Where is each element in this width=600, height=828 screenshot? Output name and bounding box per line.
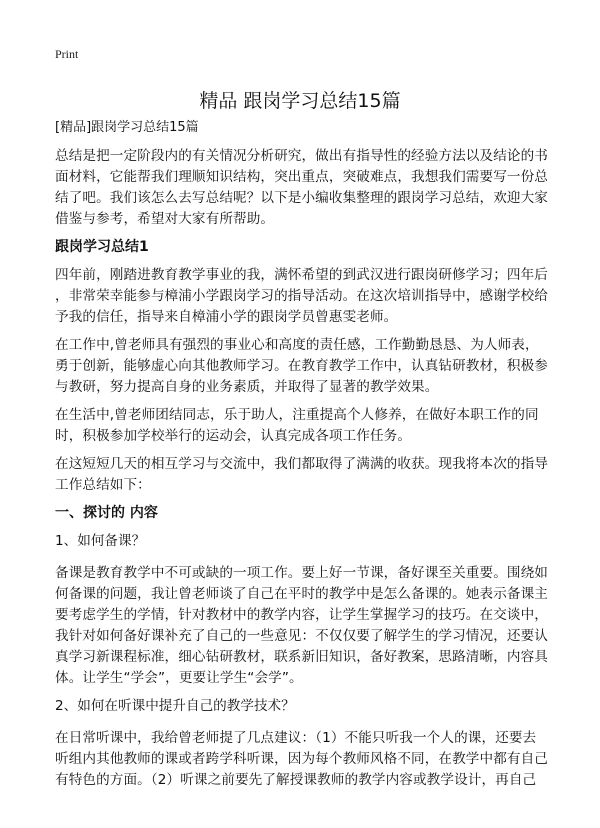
paragraph-line: 借鉴与参考，希望对大家有所帮助。 (55, 211, 275, 227)
paragraph (55, 265, 555, 328)
paragraph-line: 在这短短几天的相互学习与交流中，我们都取得了满满的收获。现我将本次的指导 (55, 456, 548, 472)
paragraph (55, 563, 555, 689)
paragraph-line: 时，积极参加学校举行的运动会，认真完成各项工作任务。 (55, 428, 412, 444)
paragraph-line: 有特色的方面。（2）听课之前要先了解授课教师的教学内容或教学设计，再自己 (55, 772, 537, 788)
paragraph (55, 335, 555, 398)
print-link[interactable]: Print (55, 47, 79, 61)
paragraph-line: 备课是教育教学中不可或缺的一项工作。要上好一节课，备好课至关重要。围绕如 (55, 565, 548, 581)
paragraph-line: 何备课的问题，我让曾老师谈了自己在平时的教学中是怎么备课的。她表示备课主 (55, 586, 548, 602)
paragraph-line: 予我的信任，指导来自樟浦小学的跟岗学员曾惠雯老师。 (55, 309, 398, 325)
paragraph (55, 454, 555, 496)
paragraph-line: 面材料，它能帮我们理顺知识结构，突出重点，突破难点，我想我们需要写一份总 (55, 169, 548, 185)
paragraph-line: 与教研，努力提高自身的业务素质，并取得了显著的教学效果。 (55, 379, 439, 395)
paragraph-line: 四年前，刚踏进教育教学事业的我，满怀希望的到武汉进行跟岗研修学习；四年后 (55, 267, 548, 283)
question-heading: 2、如何在听课中提升自己的教学技术？ (55, 698, 295, 714)
paragraph-line: 体。让学生“学会”，更要让学生“会学”。 (55, 670, 303, 686)
paragraph-line: 在生活中,曾老师团结同志，乐于助人，注重提高个人修养，在做好本职工作的同 (55, 407, 539, 423)
document-subtitle: [精品]跟岗学习总结15篇 (55, 120, 199, 135)
question-heading: 1、如何备课？ (55, 533, 146, 549)
paragraph-line: 结了吧。我们该怎么去写总结呢？以下是小编收集整理的跟岗学习总结，欢迎大家 (55, 190, 548, 206)
paragraph-line: 总结是把一定阶段内的有关情况分析研究，做出有指导性的经验方法以及结论的书 (55, 148, 548, 164)
paragraph (55, 728, 555, 791)
paragraph-line: 工作总结如下： (55, 477, 151, 493)
paragraph-line: 听组内其他教师的课或者跨学科听课，因为每个教师风格不同，在教学中都有自己 (55, 751, 548, 767)
paragraph (55, 146, 555, 230)
section-heading: 一、探讨的 内容 (55, 505, 158, 521)
paragraph-line: 要考虑学生的学情，针对教材中的教学内容，让学生掌握学习的技巧。在交谈中， (55, 607, 548, 623)
paragraph-line: 勇于创新，能够虚心向其他教师学习。在教育教学工作中，认真钻研教材，积极参 (55, 358, 548, 374)
paragraph-line: 真学习新课程标准，细心钻研教材，联系新旧知识，备好教案，思路清晰，内容具 (55, 649, 548, 665)
paragraph-line: 在日常听课中，我给曾老师提了几点建议：（1）不能只听我一个人的课，还要去 (55, 730, 537, 746)
section-heading: 跟岗学习总结1 (55, 239, 149, 255)
paragraph-line: 我针对如何备好课补充了自己的一些意见：不仅仅要了解学生的学习情况，还要认 (55, 628, 548, 644)
paragraph-line: 在工作中,曾老师具有强烈的事业心和高度的责任感，工作勤勤恳恳、为人师表， (55, 337, 539, 353)
paragraph-line: ，非常荣幸能参与樟浦小学跟岗学习的指导活动。在这次培训指导中，感谢学校给 (55, 288, 548, 304)
paragraph (55, 405, 555, 447)
document-body (55, 118, 555, 798)
page-title: 精品 跟岗学习总结15篇 (199, 90, 401, 112)
